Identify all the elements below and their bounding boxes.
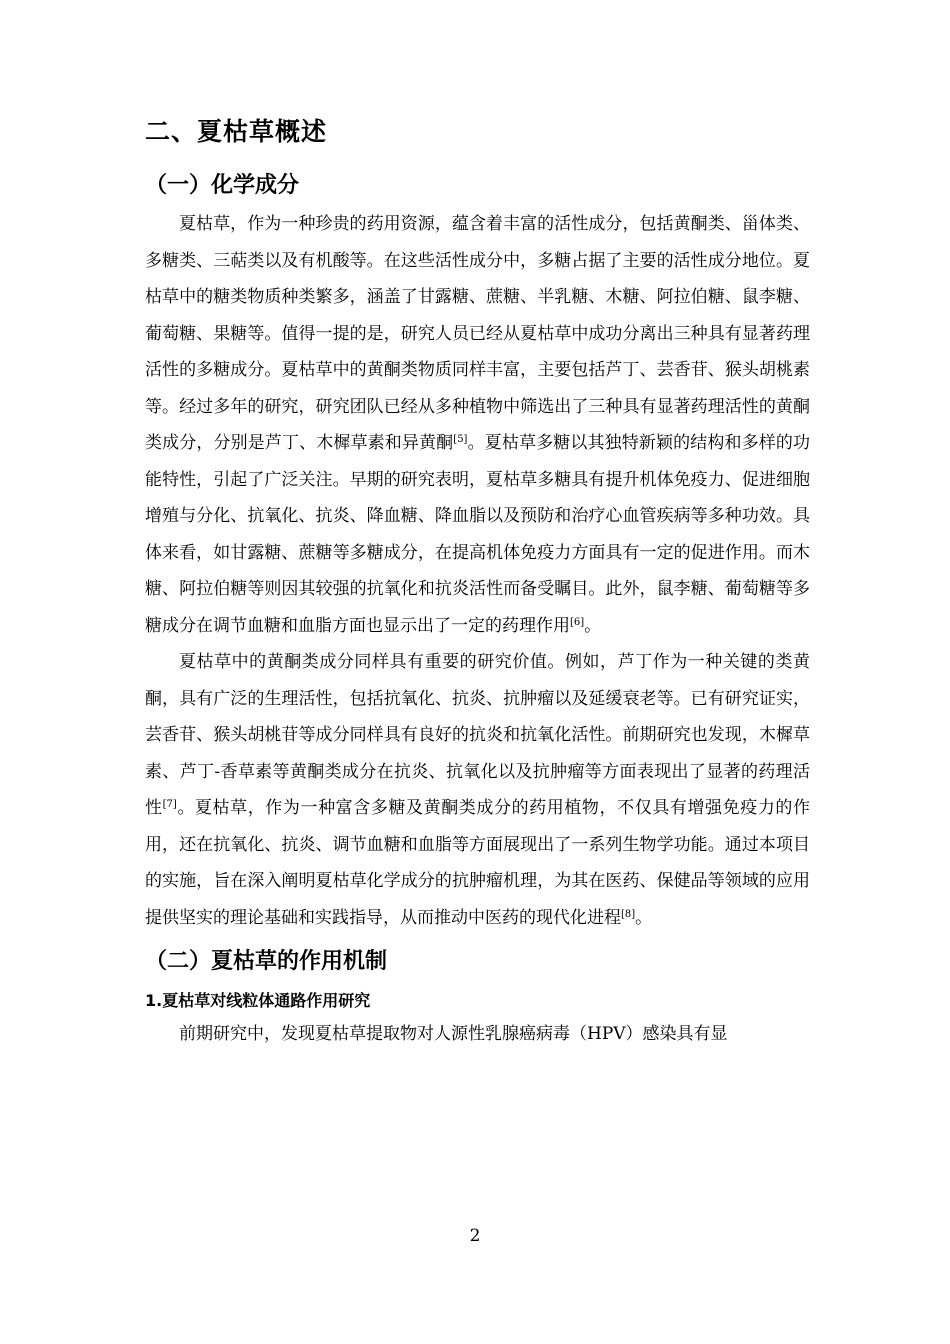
paragraph-text: 。 [584, 615, 602, 636]
page-content [145, 112, 810, 1053]
paragraph-chemical-components-1 [145, 206, 810, 644]
paragraph-text: 夏枯草，作为一种珍贵的药用资源，蕴含着丰富的活性成分，包括黄酮类、甾体类、多糖类、三萜类以及有机酸等。在这些活性成分中，多糖占据了主要的活性成分地位。夏枯草中的糖类物质种类繁多，涵盖了甘露糖、蔗糖、半乳糖、木糖、阿拉伯糖、鼠李糖、葡萄糖、果糖等。值得一提的是，研究人员已经从夏枯草中成功分离出三种具有显著药理活性的多糖成分。夏枯草中的黄酮类物质同样丰富，主要包括芦丁、芸香苷、猴头胡桃素等。经过多年的研究，研究团队已经从多种植物中筛选出了三种具有显著药理活性的黄酮类成分，分别是芦丁、木樨草素和异黄酮 [145, 214, 810, 453]
paragraph-text: 夏枯草中的黄酮类成分同样具有重要的研究价值。例如，芦丁作为一种关键的类黄酮，具有广泛的生理活性，包括抗氧化、抗炎、抗肿瘤以及延缓衰老等。已有研究证实，芸香苷、猴头胡桃苷等成分同样具有良好的抗炎和抗氧化活性。前期研究也发现，木樨草素、芦丁-香草素等黄酮类成分在抗炎、抗氧化以及抗肿瘤等方面表现出了显著的药理活性 [145, 652, 810, 818]
citation-8[interactable]: [8] [621, 908, 636, 920]
chapter-title: 二、夏枯草概述 [145, 117, 328, 146]
paragraph-mitochondria-1: 前期研究中，发现夏枯草提取物对人源性乳腺癌病毒（HPV）感染具有显 [179, 1024, 728, 1044]
citation-7[interactable]: [7] [162, 799, 177, 810]
paragraph-chemical-components-2 [145, 644, 810, 936]
section-heading-chemical-components: （一）化学成分 [145, 173, 300, 198]
paragraph-text: 。夏枯草多糖以其独特新颖的结构和多样的功能特性，引起了广泛关注。早期的研究表明，夏枯草多糖具有提升机体免疫力、促进细胞增殖与分化、抗氧化、抗炎、降血糖、降血脂以及预防和治疗心血管疾病等多种功效。具体来看，如甘露糖、蔗糖等多糖成分，在提高机体免疫力方面具有一定的促进作用。而木糖、阿拉伯糖等则因其较强的抗氧化和抗炎活性而备受瞩目。此外，鼠李糖、葡萄糖等多糖成分在调节血糖和血脂方面也显示出了一定的药理作用 [145, 433, 811, 636]
page-number: 2 [469, 1226, 481, 1246]
subsection-heading-mitochondria: 1.夏枯草对线粒体通路作用研究 [145, 991, 371, 1010]
paragraph-text: 。 [635, 907, 653, 928]
section-heading-mechanism: （二）夏枯草的作用机制 [145, 949, 388, 974]
citation-6[interactable]: [6] [570, 616, 585, 628]
paragraph-text: 。夏枯草，作为一种富含多糖及黄酮类成分的药用植物，不仅具有增强免疫力的作用，还在抗氧化、抗炎、调节血糖和血脂等方面展现出了一系列生物学功能。通过本项目的实施，旨在深入阐明夏枯草化学成分的抗肿瘤机理，为其在医药、保健品等领域的应用提供坚实的理论基础和实践指导，从而推动中医药的现代化进程 [145, 798, 811, 928]
citation-5[interactable]: [5] [453, 434, 468, 445]
